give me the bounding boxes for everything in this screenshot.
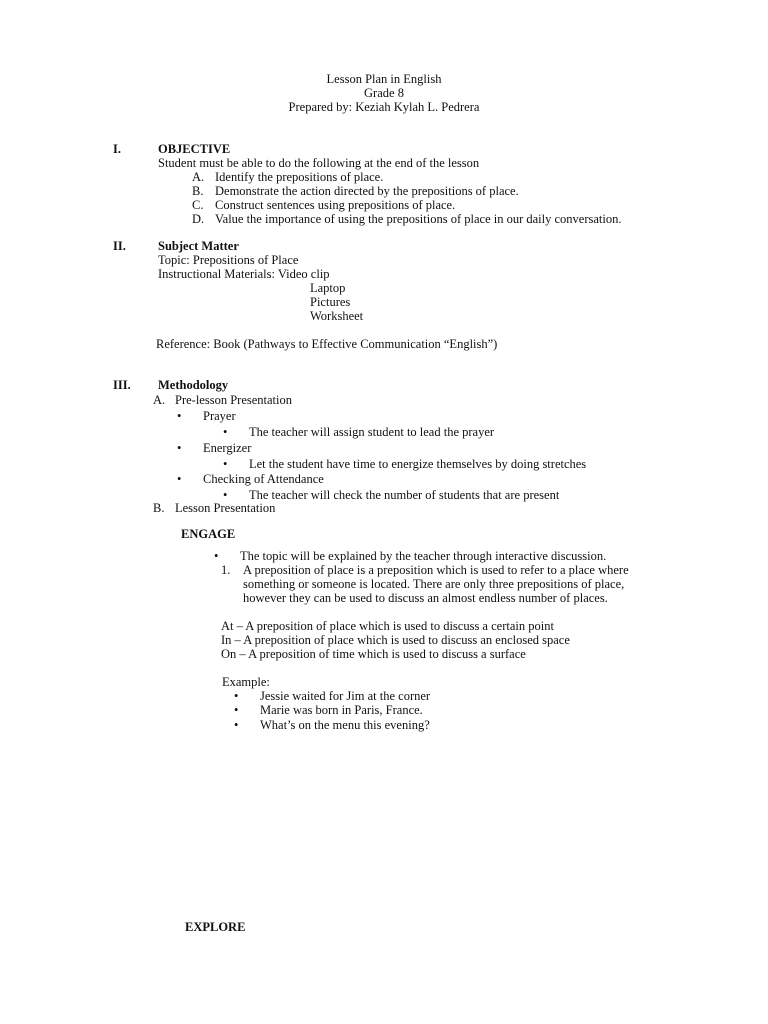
section-heading-methodology: Methodology [158, 378, 229, 392]
material-item: Worksheet [310, 309, 364, 323]
objective-item: Identify the prepositions of place. [215, 170, 384, 184]
definition-line: At – A preposition of place which is used to discuss a certain point [221, 619, 554, 633]
section-heading-subject-matter: Subject Matter [158, 239, 239, 253]
engage-paragraph-line: A preposition of place is a preposition which is used to refer to a place where [243, 563, 629, 577]
pre-lesson-item: • Prayer [203, 409, 236, 423]
engage-paragraph-line: something or someone is located. There are only three prepositions of place, [243, 577, 625, 591]
engage-heading: ENGAGE [181, 527, 236, 541]
objective-item: Construct sentences using prepositions of place. [215, 198, 456, 212]
prepared-by: Prepared by: Keziah Kylah L. Pedrera [288, 100, 480, 114]
subsection-letter-a: A. [153, 393, 166, 407]
objective-intro: Student must be able to do the following at the end of the lesson [158, 156, 480, 170]
objective-letter: B. [192, 184, 204, 198]
pre-lesson-item: • Checking of Attendance [203, 472, 324, 486]
materials-line: Instructional Materials: Video clip [158, 267, 330, 281]
objective-item: Value the importance of using the prepositions of place in our daily conversation. [215, 212, 622, 226]
engage-paragraph-line: however they can be used to discuss an almost endless number of places. [243, 591, 608, 605]
section-heading-objective: OBJECTIVE [158, 142, 231, 156]
definition-line: In – A preposition of place which is used to discuss an enclosed space [221, 633, 570, 647]
engage-bullet: • The topic will be explained by the teacher through interactive discussion. [240, 549, 606, 563]
explore-heading: EXPLORE [185, 920, 246, 934]
objective-item: Demonstrate the action directed by the prepositions of place. [215, 184, 519, 198]
definition-line: On – A preposition of time which is used to discuss a surface [221, 647, 526, 661]
material-item: Laptop [310, 281, 346, 295]
example-item: • Jessie waited for Jim at the corner [260, 689, 430, 703]
section-numeral-methodology: III. [113, 378, 131, 392]
reference-line: Reference: Book (Pathways to Effective Communication “English”) [156, 337, 498, 351]
section-numeral-objective: I. [113, 142, 121, 156]
objective-letter: D. [192, 212, 205, 226]
subsection-letter-b: B. [153, 501, 165, 515]
objective-letter: A. [192, 170, 205, 184]
example-item: • What’s on the menu this evening? [260, 718, 430, 732]
example-label: Example: [222, 675, 270, 689]
subsection-title-pre-lesson: Pre-lesson Presentation [175, 393, 292, 407]
grade-level: Grade 8 [364, 86, 404, 100]
pre-lesson-detail: • The teacher will assign student to lead the prayer [249, 425, 494, 439]
engage-number: 1. [221, 563, 231, 577]
pre-lesson-item: • Energizer [203, 441, 251, 455]
section-numeral-subject-matter: II. [113, 239, 126, 253]
objective-letter: C. [192, 198, 204, 212]
document-title: Lesson Plan in English [326, 72, 442, 86]
subsection-title-lesson-presentation: Lesson Presentation [175, 501, 276, 515]
topic-line: Topic: Prepositions of Place [158, 253, 299, 267]
example-item: • Marie was born in Paris, France. [260, 703, 423, 717]
material-item: Pictures [310, 295, 351, 309]
pre-lesson-detail: • Let the student have time to energize themselves by doing stretches [249, 457, 586, 471]
pre-lesson-detail: • The teacher will check the number of students that are present [249, 488, 559, 502]
